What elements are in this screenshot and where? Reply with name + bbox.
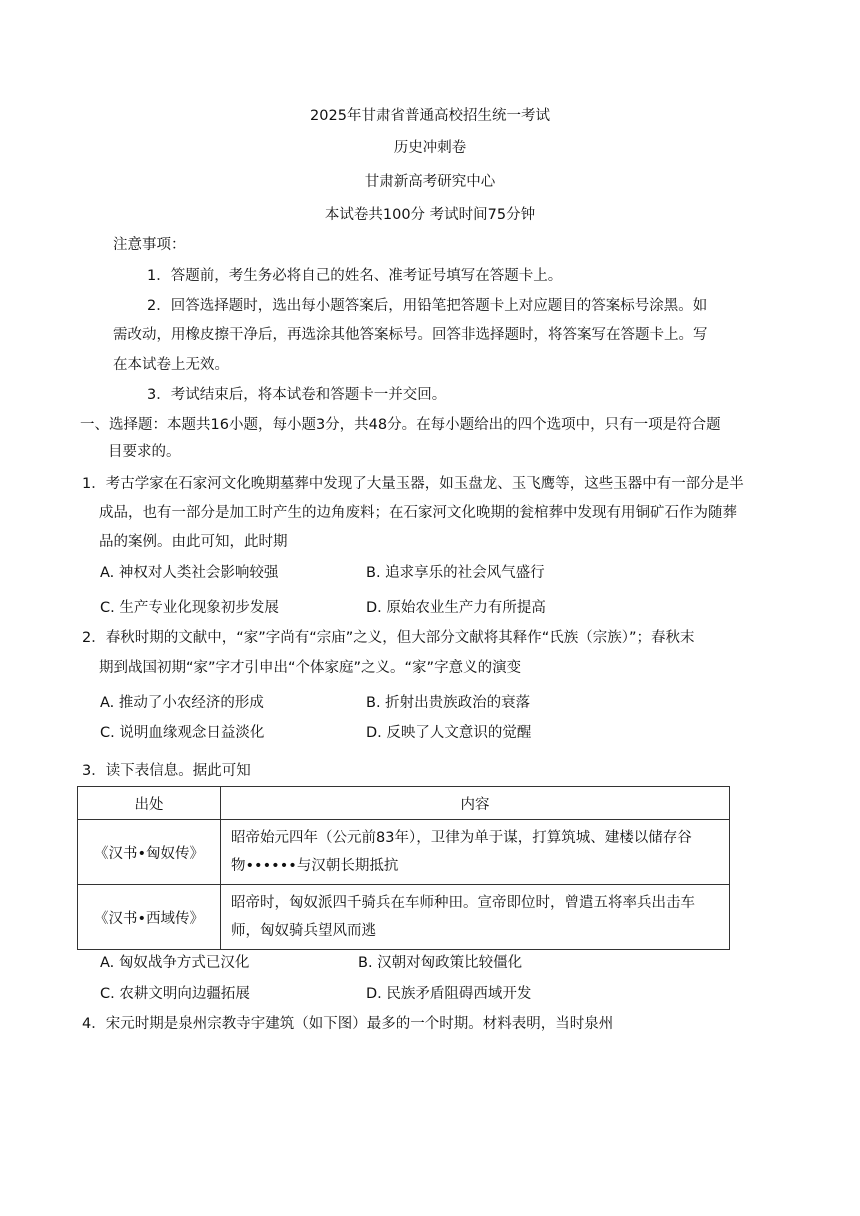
exam-title: 2025年甘肃省普通高校招生统一考试 (310, 108, 550, 124)
table-cell-source: 《汉书•匈奴传》 (78, 820, 221, 885)
q1-stem-line-3: 品的案例。由此可知，此时期 (99, 534, 288, 550)
q2-stem-line-1: 2．春秋时期的文献中，“家”字尚有“宗庙”之义，但大部分文献将其释作“氏族（宗族）”；春秋末 (82, 630, 695, 646)
table-row (78, 885, 730, 950)
exam-subtitle: 历史冲刺卷 (393, 140, 467, 156)
q2-stem-line-2: 期到战国初期“家”字才引申出“个体家庭”之义。“家”字意义的演变 (99, 660, 522, 676)
table-cell-line: 昭帝始元四年（公元前83年），卫律为单于谋，打算筑城、建楼以储存谷 (231, 830, 692, 846)
q1-option-a: A. 神权对人类社会影响较强 (100, 565, 279, 581)
q4-stem: 4．宋元时期是泉州宗教寺宇建筑（如下图）最多的一个时期。材料表明，当时泉州 (82, 1016, 614, 1032)
table-cell-content (221, 885, 730, 950)
table-row (78, 820, 730, 885)
notice-item-3: 3．考试结束后，将本试卷和答题卡一并交回。 (147, 387, 447, 403)
q3-stem: 3．读下表信息。据此可知 (82, 763, 251, 779)
table-cell-line: 物••••••与汉朝长期抵抗 (231, 858, 399, 874)
q2-option-d: D. 反映了人文意识的觉醒 (366, 725, 532, 741)
notice-item-1: 1．答题前，考生务必将自己的姓名、准考证号填写在答题卡上。 (147, 268, 563, 284)
table-cell-content (221, 820, 730, 885)
q3-option-c: C. 农耕文明向边疆拓展 (100, 986, 250, 1002)
table-header-row (78, 787, 730, 820)
q3-option-d: D. 民族矛盾阻碍西域开发 (366, 986, 532, 1002)
notice-item-2-line-2: 需改动，用橡皮擦干净后，再选涂其他答案标号。回答非选择题时，将答案写在答题卡上。写 (113, 327, 708, 343)
exam-info: 本试卷共100分 考试时间75分钟 (324, 207, 536, 223)
q1-stem-line-1: 1．考古学家在石家河文化晚期墓葬中发现了大量玉器，如玉盘龙、玉飞鹰等，这些玉器中有一部分是半 (82, 476, 744, 492)
table-cell-line: 师，匈奴骑兵望风而逃 (231, 923, 376, 939)
q1-option-b: B. 追求享乐的社会风气盛行 (366, 565, 545, 581)
q1-stem-line-2: 成品，也有一部分是加工时产生的边角废料；在石家河文化晚期的瓮棺葬中发现有用铜矿石作为随葬 (99, 505, 737, 521)
q1-option-d: D. 原始农业生产力有所提高 (366, 600, 546, 616)
q1-option-c: C. 生产专业化现象初步发展 (100, 600, 279, 616)
section-heading-line-2: 目要求的。 (108, 444, 181, 460)
q3-source-table (77, 786, 730, 950)
q3-option-a: A. 匈奴战争方式已汉化 (100, 955, 250, 971)
notice-heading: 注意事项： (113, 237, 186, 253)
publisher: 甘肃新高考研究中心 (364, 174, 496, 190)
notice-item-2-line-3: 在本试卷上无效。 (113, 357, 229, 373)
section-heading-line-1: 一、选择题：本题共16小题，每小题3分，共48分。在每小题给出的四个选项中，只有一项是符合题 (80, 417, 721, 433)
table-header-source: 出处 (78, 787, 221, 820)
q2-option-c: C. 说明血缘观念日益淡化 (100, 725, 265, 741)
q2-option-a: A. 推动了小农经济的形成 (100, 695, 264, 711)
q3-option-b: B. 汉朝对匈政策比较僵化 (358, 955, 523, 971)
q2-option-b: B. 折射出贵族政治的衰落 (366, 695, 531, 711)
table-cell-source: 《汉书•西域传》 (78, 885, 221, 950)
table-cell-line: 昭帝时，匈奴派四千骑兵在车师种田。宣帝即位时，曾遣五将率兵出击车 (231, 895, 695, 911)
table-header-content: 内容 (221, 787, 730, 820)
notice-item-2-line-1: 2．回答选择题时，选出每小题答案后，用铅笔把答题卡上对应题目的答案标号涂黑。如 (147, 298, 708, 314)
